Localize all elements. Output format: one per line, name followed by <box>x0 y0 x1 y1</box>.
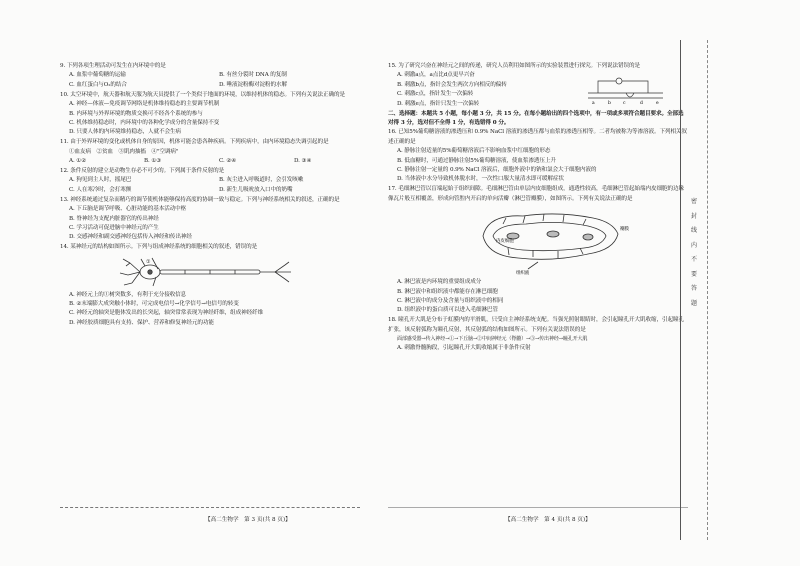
binding-char: 内 <box>690 241 697 249</box>
option-b: B. 内环境与外界环境的物质交换可不经各个系统的参与 <box>69 110 203 117</box>
option-list <box>388 71 578 109</box>
label-tissue-fluid: 组织液 <box>516 271 530 277</box>
option-a: A. ①② <box>69 158 87 165</box>
option-b: B. 有丝分裂时 DNA 的复制 <box>219 72 287 79</box>
question-13 <box>60 196 360 243</box>
axon-terminals <box>260 262 291 282</box>
option-d: D. 交感神经和副交感神经包括传入神经和传出神经 <box>69 234 192 241</box>
option-b: B. 脊神经为支配内脏器官的传出神经 <box>69 215 159 222</box>
page-footer-right: 【高二生物学 第 4 页(共 8 页)】 <box>505 517 591 523</box>
option-b: B. 低血糖时，可通过静脉注射5%葡萄糖溶液，使血浆渗透压上升 <box>397 157 556 164</box>
option-b: B. 刺激b点，指针会发生两次方向相反的偏转 <box>397 81 507 88</box>
label-valve: 瓣膜 <box>620 227 629 233</box>
question-stem: 16. 已知5%葡萄糖溶液的渗透压和 0.9% NaCl 溶液的渗透压都与血浆的渗透压相等。二者均被称为等渗溶液。下列相关叙述正确的是 <box>388 129 687 145</box>
neuron-figure <box>60 255 360 289</box>
option-c: C. 人在寒冷时，会打寒颤 <box>69 186 132 193</box>
option-a: A. 刺激a点，a点比d点更早兴奋 <box>397 72 475 79</box>
right-column <box>388 62 688 354</box>
reflex-pathway: 面部感受器→传入神经→①→下丘脑→②中间神经元（脊髓）→③→传出神经→瞳孔开大肌 <box>397 336 588 343</box>
option-b: B. ②末端膨大成突触小体时，可完成电信号→化学信号→电信号的转变 <box>69 301 239 308</box>
question-11 <box>60 138 360 166</box>
question-stem: 14. 某神经元的结构如图所示。下列与组成神经系统的细胞相关的叙述，错误的是 <box>60 244 258 251</box>
point-label-e: e <box>656 101 659 107</box>
section-heading: 二、选择题：本题共 5 小题，每小题 3 分，共 15 分。在每小题给出的四个选项中，有一项或多项符合题目要求。全部选对得 3 分，选对但不全得 1 分，有选错得 0 分。 <box>388 110 684 126</box>
dendrites <box>120 259 140 285</box>
binding-notice <box>689 195 699 311</box>
option-a: A. 血浆中葡萄糖的运输 <box>69 72 126 79</box>
point-label-a: a <box>592 101 595 107</box>
option-d: D. 唾液淀粉酶对淀粉的水解 <box>219 81 287 88</box>
cell-nucleus <box>547 231 559 237</box>
option-a: A. 静脉注射适量的5%葡萄糖溶液后不影响血浆中红细胞的形态 <box>397 148 551 155</box>
question-12 <box>60 167 360 195</box>
option-d: D. 新生儿吸吮放入口中的奶嘴 <box>219 186 293 193</box>
option-list <box>388 344 688 353</box>
figure-label: ① <box>146 258 151 265</box>
neuron-diagram <box>60 255 360 289</box>
option-a: A. 神经—体液—免疫调节网络是机体维持稳态的主要调节机制 <box>69 101 220 108</box>
question-stem: 13. 神经系统通过复杂而精巧的调节使机体能够保持高度的协调一致与稳定。下列与神经系统相关的叙述，正确的是 <box>60 196 340 203</box>
question-16 <box>388 128 688 184</box>
option-c: C. 刺激c点，指针发生一次偏转 <box>397 91 474 98</box>
binding-dashed-line <box>707 40 708 540</box>
nerve-fiber <box>588 93 663 98</box>
option-list <box>60 176 360 195</box>
option-list <box>388 278 688 316</box>
question-15 <box>388 62 688 109</box>
option-list <box>60 71 360 90</box>
option-list <box>60 205 360 243</box>
right-footer-rule <box>388 507 688 508</box>
option-d: D. 组织液中的蛋白质可以进入毛细淋巴管 <box>397 307 498 314</box>
point-label-d: d <box>640 101 643 107</box>
option-b: B. 灰尘进入呼吸道时，会引发咳嗽 <box>219 177 304 184</box>
synapse <box>626 93 634 97</box>
question-stem: 11. 由于外界环境的变化或机体自身的原因，机体可能会患各种疾病。下列疾病中，由内环境稳态失调引起的是 <box>60 139 329 146</box>
question-items: ①血友病 ②贫血 ③肌肉抽搐 ④"空调病" <box>69 148 179 155</box>
question-17 <box>388 185 688 315</box>
option-a: A. 刺激脊髓胸段，引起瞳孔开大肌收缩属于非条件反射 <box>397 345 531 352</box>
question-stem: 15. 为了研究兴奋在神经元之间的传递，研究人员利用如图所示的实验装置进行探究。下列说法错误的是 <box>388 63 641 69</box>
option-list <box>60 157 360 166</box>
binding-char: 题 <box>690 299 697 307</box>
binding-char: 封 <box>690 212 697 220</box>
binding-char: 要 <box>690 270 697 278</box>
option-a: A. 下丘脑是调节呼吸、心脏功能的基本活动中枢 <box>69 206 187 213</box>
question-stem: 12. 条件反射的建立是动物生存必不可少的。下列属于条件反射的是 <box>60 167 225 174</box>
lymph-capillary-figure <box>388 206 688 276</box>
question-stem: 9. 下列各项生理活动可发生在内环境中的是 <box>60 63 166 69</box>
option-b: B. 淋巴液中和组织液中都能存在淋巴细胞 <box>397 288 498 295</box>
cell-nucleus <box>583 234 593 240</box>
lymph-capillary-diagram <box>388 206 688 276</box>
binding-char: 答 <box>690 285 697 292</box>
left-footer-rule <box>60 507 360 508</box>
option-b: B. ①③ <box>144 158 162 165</box>
option-a: A. 神经元上的①树突数多，有利于充分接收信息 <box>69 291 187 298</box>
option-d: D. 只要人体的内环境维持稳态，人就不会生病 <box>69 129 181 136</box>
option-d: D. ③④ <box>294 158 312 165</box>
electrode-setup-diagram <box>578 71 678 107</box>
point-label-c: c <box>623 101 626 107</box>
option-c: C. 学习活动可促进脑中神经元的产生 <box>69 224 159 231</box>
label-leader <box>528 262 538 269</box>
option-c: C. 神经元的轴突是胞体发出的长突起，轴突常常表现为神经纤维，组成神经纤维 <box>69 310 264 317</box>
option-c: C. 淋巴液中的成分及含量与组织液中的相同 <box>397 297 504 304</box>
option-d: D. 神经胶质细胞具有支持、保护、营养和修复神经元的功能 <box>69 319 214 326</box>
option-c: C. ②④ <box>219 158 237 165</box>
point-label-b: b <box>608 101 611 107</box>
question-18 <box>388 316 688 354</box>
question-stem: 17. 毛细淋巴管以盲端起始于组织间隙。毛细淋巴管由单层内皮细胞组成，通透性较高，毛细淋巴管起始端内皮细胞的边缘像瓦片般互相覆盖，形成向管腔内开启的单向活瓣（淋巴管瓣膜），如图所示。下列有关说法正确的是 <box>388 186 684 202</box>
option-list <box>60 291 360 329</box>
nucleus <box>148 269 152 273</box>
label-endothelial-cell: 内皮细胞 <box>496 239 514 245</box>
meter-wires <box>598 81 648 93</box>
left-column <box>60 62 360 329</box>
option-a: A. 淋巴液是内环境的重要组成成分 <box>397 279 482 286</box>
option-d: D. 刺激e点，指针只发生一次偏转 <box>397 100 480 107</box>
option-d: D. 当体液中水分导致机体脱水时，一次性口服大量清水即可缓解症状 <box>397 176 564 183</box>
page-footer-left: 【高二生物学 第 3 页(共 8 页)】 <box>205 517 291 523</box>
galvanometer <box>616 78 622 84</box>
binding-line <box>680 40 681 540</box>
option-list <box>388 147 688 185</box>
question-14 <box>60 243 360 328</box>
option-list <box>60 100 360 138</box>
option-a: A. 狗见到主人时，摇尾巴 <box>69 177 132 184</box>
question-stem: 18. 瞳孔开大肌是分布于虹膜内的平滑肌，只受自主神经系统支配。当强光照射眼睛时，会引起瞳孔开大肌收缩，引起瞳孔扩张，该反射弧称为瞳孔反射，其反射弧的结构如图所示。下列有关说法错误的是 <box>388 317 684 333</box>
binding-char: 不 <box>690 256 697 263</box>
question-stem: 10. 太空环境中，航天器和航天服为航天员提供了一个类似于地面的环境，以维持机体的稳态。下列有关说法正确的是 <box>60 91 345 98</box>
option-c: C. 血红蛋白与O₂的结合 <box>69 81 127 88</box>
binding-char: 线 <box>690 227 697 234</box>
question-9 <box>60 62 360 90</box>
option-c: C. 静脉注射一定量的 0.9% NaCl 溶液后，细胞外液中的钠和氯会大于细胞内液的 <box>397 166 597 173</box>
binding-char: 密 <box>690 198 697 205</box>
question-body <box>388 71 688 109</box>
question-10 <box>60 91 360 138</box>
option-c: C. 机体维持稳态时，内环境中的各种化学成分的含量保持不变 <box>69 119 220 126</box>
